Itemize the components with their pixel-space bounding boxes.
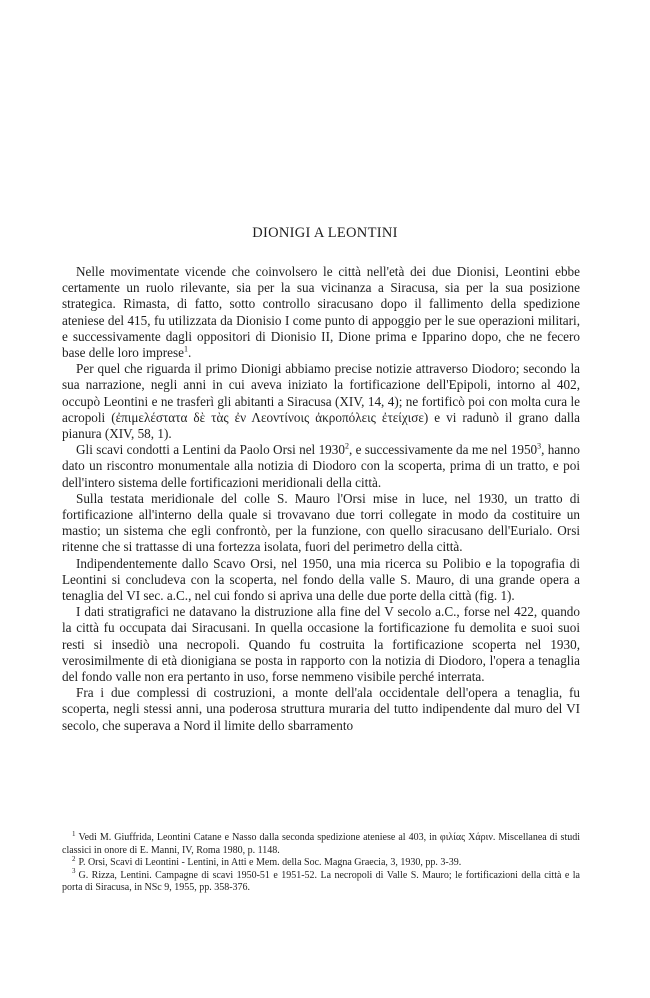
- footnote-ref-1: 1: [183, 344, 188, 354]
- footnote-2: [62, 854, 580, 870]
- paragraph-1: [62, 264, 580, 361]
- paragraph-text: Gli scavi condotti a Lentini da Paolo Orsi nel 1930: [76, 442, 345, 458]
- footnote-ref-2: 2: [344, 441, 349, 451]
- paragraph-text: Indipendentemente dallo Scavo Orsi, nel 1950, una mia ricerca su Polibio e la topografia di Leontini si concludeva con la scoperta, nel fondo della valle S. Mauro, di una grande opera a tenaglia del VI sec. a.C., nel cui fondo si apriva una delle due porte della città (fig. 1).: [62, 555, 580, 604]
- paragraph-4: [62, 491, 580, 556]
- page-title: DIONIGI A LEONTINI: [252, 225, 398, 241]
- paragraph-2: [62, 361, 580, 442]
- paragraph-text: Sulla testata meridionale del colle S. Mauro l'Orsi mise in luce, nel 1930, un tratto di fortificazione all'interno della quale si trovavano due torri collegate in modo da costituire un mastio; un sistema che egli confrontò, per la funzione, con quello siracusano dell'Eurialo. Orsi ritenne che si trattasse di una fortezza isolata, fuori del perimetro della città.: [62, 490, 580, 555]
- footnotes: [62, 829, 580, 895]
- paragraph-text: Fra i due complessi di costruzioni, a monte dell'ala occidentale dell'opera a tenaglia, fu scoperta, negli stessi anni, una poderosa struttura muraria del tutto indipendente dal muro del VI secolo, che superava a Nord il limite dello sbarramento: [62, 685, 580, 733]
- body-text: [62, 264, 580, 734]
- footnote-mark: 2: [72, 854, 76, 863]
- paragraph-text: Per quel che riguarda il primo Dionigi abbiamo precise notizie attraverso Diodoro; secondo la sua narrazione, negli anni in cui aveva iniziato la fortificazione dell'Epipoli, intorno al 402, occupò Leontini e ne trasferì gli abitanti a Siracusa (XIV, 14, 4); ne fortificò poi con molta cura le acropoli (ἐπιμελέστατα δὲ τὰς ἐν Λεοντίνοις ἀκροπόλεις ἐτείχισε) e vi radunò il grano dalla pianura (XIV, 58, 1).: [62, 361, 580, 442]
- footnote-text: P. Orsi, Scavi di Leontini - Lentini, in Atti e Mem. della Soc. Magna Graecia, 3, 1930, pp. 3-39.: [78, 857, 462, 868]
- paragraph-tail: , hanno dato un riscontro monumentale alla notizia di Diodoro con la scoperta, prima di un tratto, e poi dell'intero sistema delle fortificazioni meridionali della città.: [62, 442, 581, 490]
- paragraph-7: [62, 685, 580, 734]
- paragraph-text: I dati stratigrafici ne datavano la distruzione alla fine del V secolo a.C., forse nel 422, quando la città fu occupata dai Siracusani. In quella occasione la fortificazione fu demolita e suoi suoi resti si insediò una necropoli. Quando fu costruita la fortificazione scoperta nel 1930, verosimilmente di età dionigiana se posta in rapporto con la notizia di Diodoro, l'opera a tenaglia del fondo valle non era pertanto in uso, forse nemmeno visibile perché interrata.: [62, 604, 580, 685]
- footnote-text: Vedi M. Giuffrida, Leontini Catane e Nasso dalla seconda spedizione ateniese al 403, in φιλίας Χάριν. Miscellanea di studi classici in onore di E. Manni, IV, Roma 1980, p. 1148.: [62, 832, 580, 856]
- footnote-mark: 3: [72, 867, 76, 876]
- footnote-text: G. Rizza, Lentini. Campagne di scavi 1950-51 e 1951-52. La necropoli di Valle S. Mauro; le fortificazioni della città e la porta di Siracusa, in NSc 9, 1955, pp. 358-376.: [62, 869, 580, 893]
- paragraph-text: Nelle movimentate vicende che coinvolsero le città nell'età dei due Dionisi, Leontini ebbe certamente un ruolo rilevante, sia per la sua vicinanza a Siracusa, sia per la sua posizione strategica. Rimasta, di fatto, sotto controllo siracusano dopo il fallimento della spedizione ateniese del 415, fu utilizzata da Dionisio I come punto di appoggio per le sue operazioni militari, e successivamente dagli oppositori di Dionisio II, Dione prima e Ipparino dopo, che ne fecero base delle loro imprese: [62, 264, 580, 361]
- paragraph-6: [62, 604, 580, 685]
- paragraph-tail: .: [187, 345, 192, 361]
- footnote-1: [62, 829, 580, 857]
- paragraph-3: [62, 442, 580, 491]
- footnote-ref-3: 3: [537, 441, 542, 451]
- paragraph-5: [62, 556, 580, 605]
- footnote-mark: 1: [72, 829, 76, 838]
- paragraph-text-cont: , e successivamente da me nel 1950: [348, 442, 538, 458]
- footnote-3: [62, 867, 580, 895]
